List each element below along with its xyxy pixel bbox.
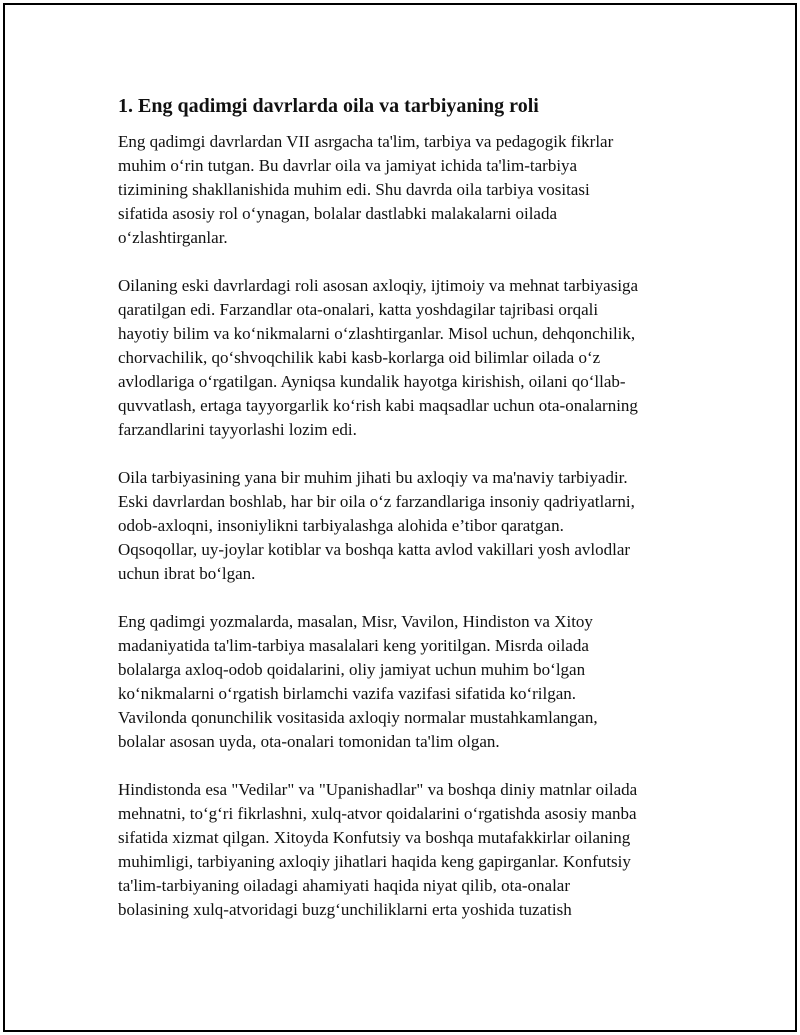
document-body <box>118 92 698 946</box>
text-line: sifatida asosiy rol o‘ynagan, bolalar dastlabki malakalarni oilada <box>118 204 558 223</box>
text-line: ta'lim-tarbiyaning oiladagi ahamiyati haqida niyat qilib, ota-onalar <box>118 876 571 895</box>
paragraph-5 <box>118 778 698 922</box>
text-line: Oila tarbiyasining yana bir muhim jihati bu axloqiy va ma'naviy tarbiyadir. <box>118 468 628 487</box>
paragraph-1 <box>118 130 698 250</box>
text-line: Eski davrlardan boshlab, har bir oila o‘z farzandlariga insoniy qadriyatlarni, <box>118 492 635 511</box>
text-line: farzandlarini tayyorlashi lozim edi. <box>118 420 357 439</box>
paragraph-2 <box>118 274 698 442</box>
text-line: uchun ibrat bo‘lgan. <box>118 564 256 583</box>
text-line: hayotiy bilim va ko‘nikmalarni o‘zlashtirganlar. Misol uchun, dehqonchilik, <box>118 324 636 343</box>
text-line: bolalarga axloq-odob qoidalarini, oliy jamiyat uchun muhim bo‘lgan <box>118 660 586 679</box>
text-line: chorvachilik, qo‘shvoqchilik kabi kasb-korlarga oid bilimlar oilada o‘z <box>118 348 601 367</box>
text-line: ko‘nikmalarni o‘rgatish birlamchi vazifa vazifasi sifatida ko‘rilgan. <box>118 684 577 703</box>
text-line: Eng qadimgi yozmalarda, masalan, Misr, Vavilon, Hindiston va Xitoy <box>118 612 593 631</box>
text-line: bolasining xulq-atvoridagi buzg‘unchiliklarni erta yoshida tuzatish <box>118 900 572 919</box>
text-line: tizimining shakllanishida muhim edi. Shu davrda oila tarbiya vositasi <box>118 180 590 199</box>
text-line: muhim o‘rin tutgan. Bu davrlar oila va jamiyat ichida ta'lim-tarbiya <box>118 156 578 175</box>
text-line: avlodlariga o‘rgatilgan. Ayniqsa kundalik hayotga kirishish, oilani qo‘llab- <box>118 372 626 391</box>
paragraph-3 <box>118 466 698 586</box>
text-line: Vavilonda qonunchilik vositasida axloqiy normalar mustahkamlangan, <box>118 708 598 727</box>
text-line: Oilaning eski davrlardagi roli asosan axloqiy, ijtimoiy va mehnat tarbiyasiga <box>118 276 639 295</box>
text-line: quvvatlash, ertaga tayyorgarlik ko‘rish kabi maqsadlar uchun ota-onalarning <box>118 396 638 415</box>
text-line: qaratilgan edi. Farzandlar ota-onalari, katta yoshdagilar tajribasi orqali <box>118 300 599 319</box>
text-line: bolalar asosan uyda, ota-onalari tomonidan ta'lim olgan. <box>118 732 500 751</box>
text-line: o‘zlashtirganlar. <box>118 228 228 247</box>
text-line: madaniyatida ta'lim-tarbiya masalalari keng yoritilgan. Misrda oilada <box>118 636 589 655</box>
text-line: odob-axloqni, insoniylikni tarbiyalashga alohida e’tibor qaratgan. <box>118 516 564 535</box>
text-line: Hindistonda esa "Vedilar" va "Upanishadlar" va boshqa diniy matnlar oilada <box>118 780 638 799</box>
text-line: sifatida xizmat qilgan. Xitoyda Konfutsiy va boshqa mutafakkirlar oilaning <box>118 828 631 847</box>
paragraph-4 <box>118 610 698 754</box>
section-heading: 1. Eng qadimgi davrlarda oila va tarbiyaning roli <box>118 95 539 117</box>
text-line: Eng qadimgi davrlardan VII asrgacha ta'lim, tarbiya va pedagogik fikrlar <box>118 132 614 151</box>
text-line: Oqsoqollar, uy-joylar kotiblar va boshqa katta avlod vakillari yosh avlodlar <box>118 540 631 559</box>
text-line: mehnatni, to‘g‘ri fikrlashni, xulq-atvor qoidalarini o‘rgatishda asosiy manba <box>118 804 637 823</box>
text-line: muhimligi, tarbiyaning axloqiy jihatlari haqida keng gapirganlar. Konfutsiy <box>118 852 631 871</box>
